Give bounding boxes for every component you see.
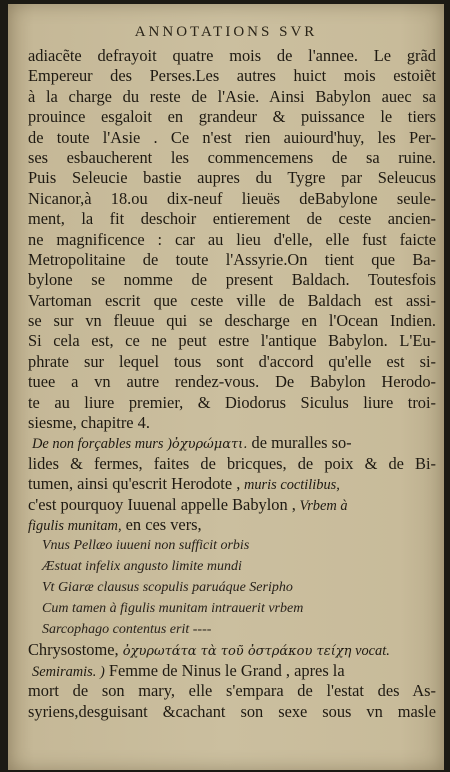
text-line: phrate sur lequel tous sont d'accord qu'elle est si-: [28, 351, 436, 371]
text-line: Vartoman escrit que ceste ville de Baldach est assi-: [28, 290, 436, 310]
annotation-semiramis: [28, 661, 436, 681]
running-head: ANNOTATIONS SVR: [134, 24, 318, 40]
verse-line: Vt Giaræ clausus scopulis paruáque Seripho: [42, 580, 293, 596]
text-line: adiacẽte defrayoit quatre mois de l'annee. Le grãd: [28, 46, 436, 65]
text-line: prouince esgaloit en grandeur & puissance le tiers: [28, 107, 436, 127]
page-body: [28, 46, 436, 722]
latin-word: vocat.: [351, 643, 390, 660]
text-segment: c'est pourquoy Iuuenal appelle Babylon ,: [28, 494, 296, 514]
book-page: [8, 4, 444, 770]
chrysostome-line: [28, 640, 436, 660]
text-line: ment, la fit deschoir entierement de ceste ancien-: [28, 209, 436, 229]
text-segment: tumen, ainsi qu'escrit Herodote ,: [28, 474, 241, 494]
verse-line: Vnus Pellæo iuueni non sufficit orbis: [42, 538, 250, 554]
text-line: Si cela est, ce ne peut estre l'antique Babylon. L'Eu-: [28, 331, 436, 351]
text-line: tuee a vn autre rendez-vous. De Babylon Herodo-: [28, 372, 436, 392]
text-line: de toute l'Asie . Ce n'est rien auiourd'huy, les Per-: [28, 127, 436, 147]
verse-line: Sarcophago contentus erit ----: [42, 622, 212, 638]
greek-word: ὀχυρώματι.: [171, 437, 248, 453]
latin-quote: Vrbem à: [295, 497, 348, 514]
text-line: Metropolitaine de toute l'Assyrie.On tient que Ba-: [28, 249, 436, 269]
annotation-text: Femme de Ninus le Grand , apres la: [104, 660, 345, 680]
annotation-text: de muralles so-: [247, 433, 352, 453]
text-line: Empereur des Perses.Les autres huict mois estoiẽt: [28, 66, 436, 86]
text-segment: en ces vers,: [121, 514, 202, 534]
text-line: ses esbaucherent les commencemens de sa ruine.: [28, 147, 436, 167]
text-line: [28, 515, 436, 535]
text-line: Nicanor,à 18.ou dix-neuf lieuës deBabylone seule-: [28, 188, 436, 208]
author-name: Chrysostome,: [28, 640, 119, 660]
greek-phrase: ὀχυρωτάτα τὰ τοῦ ὀστράκου τείχη: [118, 644, 352, 660]
text-line: te au liure premier, & Diodorus Siculus liure troi-: [28, 392, 436, 412]
latin-quote: muris coctilibus,: [240, 477, 340, 494]
text-line: Puis Seleucie bastie aupres du Tygre par Seleucus: [28, 168, 436, 188]
text-line: lides & fermes, faites de bricques, de poix & de Bi-: [28, 453, 436, 473]
text-line: syriens,desguisant &cachant son sexe sous vn masle: [28, 701, 436, 721]
text-line: se sur vn fleuue qui se descharge en l'Ocean Indien.: [28, 311, 436, 331]
latin-quote: figulis munitam,: [28, 517, 122, 534]
text-line: [28, 474, 436, 494]
text-line: siesme, chapitre 4.: [28, 413, 150, 433]
verse-line: Æstuat infelix angusto limite mundi: [42, 559, 242, 575]
text-line: [28, 495, 436, 515]
text-line: mort de son mary, elle s'empara de l'estat des As-: [28, 681, 436, 701]
verse-line: Cum tamen à figulis munitam intrauerit vrbem: [42, 601, 304, 617]
text-line: à la charge du reste de l'Asie. Ainsi Babylon auec sa: [28, 86, 436, 106]
text-line: bylone se nomme de present Baldach. Toutesfois: [28, 270, 436, 290]
annotation-muralles: [28, 433, 436, 453]
annotation-lemma: Semiramis. ): [32, 663, 105, 680]
text-line: ne magnificence : car au lieu d'elle, elle fust faicte: [28, 229, 436, 249]
annotation-lemma: De non forçables murs ): [32, 436, 172, 453]
